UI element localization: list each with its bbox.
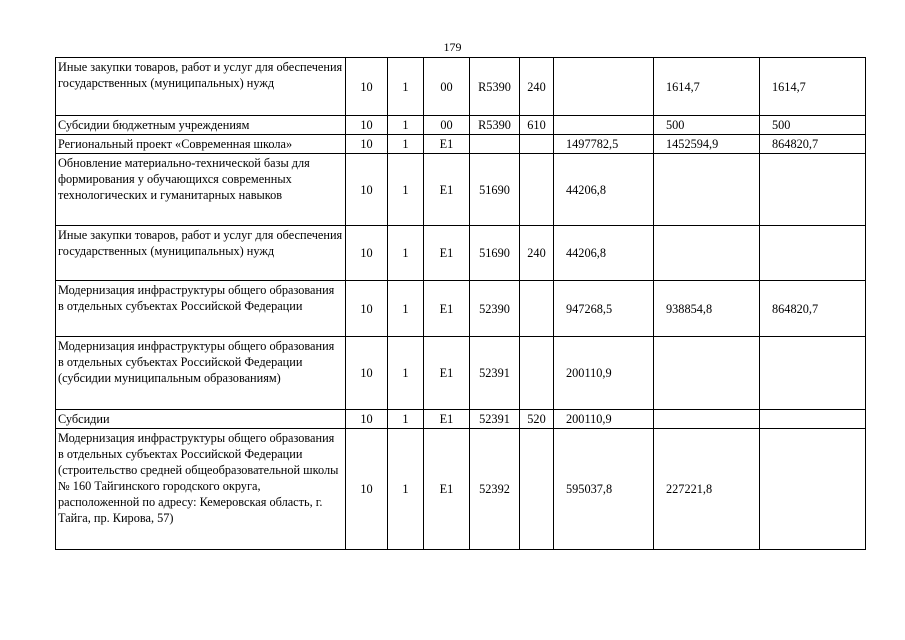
code-cell-c1: 10 (346, 281, 388, 337)
code-cell-c3: 00 (424, 116, 470, 135)
amount-cell-v2 (654, 337, 760, 410)
amount-cell-v3: 1614,7 (760, 58, 866, 116)
code-cell-c5: 240 (520, 226, 554, 281)
code-cell-c2: 1 (388, 337, 424, 410)
code-cell-c4: 52391 (470, 337, 520, 410)
amount-cell-v1: 44206,8 (554, 226, 654, 281)
code-cell-c5: 240 (520, 58, 554, 116)
amount-cell-v2 (654, 226, 760, 281)
code-cell-c5 (520, 135, 554, 154)
code-cell-c3: E1 (424, 429, 470, 550)
amount-cell-v1 (554, 116, 654, 135)
table-row (56, 429, 866, 550)
code-cell-c4: R5390 (470, 116, 520, 135)
table-row (56, 410, 866, 429)
code-cell-c1: 10 (346, 116, 388, 135)
code-cell-c4: 51690 (470, 226, 520, 281)
amount-cell-v1: 200110,9 (554, 410, 654, 429)
amount-cell-v1: 1497782,5 (554, 135, 654, 154)
amount-cell-v3 (760, 337, 866, 410)
amount-cell-v3 (760, 226, 866, 281)
code-cell-c3: E1 (424, 135, 470, 154)
code-cell-c2: 1 (388, 154, 424, 226)
budget-table (55, 57, 866, 550)
code-cell-c1: 10 (346, 135, 388, 154)
row-name: Модернизация инфраструктуры общего образования в отдельных субъектах Российской Федерации (строительство средней общеобразовательной школы № 160 Тайгинского городского округа, расположенной по адресу: Кемеровская область, г. Тайга, пр. Кирова, 57) (56, 429, 346, 550)
code-cell-c2: 1 (388, 281, 424, 337)
amount-cell-v3 (760, 154, 866, 226)
amount-cell-v3 (760, 429, 866, 550)
row-name: Обновление материально-технической базы для формирования у обучающихся современных технологических и гуманитарных навыков (56, 154, 346, 226)
code-cell-c3: 00 (424, 58, 470, 116)
amount-cell-v3: 500 (760, 116, 866, 135)
code-cell-c5 (520, 154, 554, 226)
code-cell-c1: 10 (346, 337, 388, 410)
code-cell-c4: 52392 (470, 429, 520, 550)
amount-cell-v3: 864820,7 (760, 135, 866, 154)
table-row (56, 337, 866, 410)
row-name: Региональный проект «Современная школа» (56, 135, 346, 154)
row-name: Субсидии (56, 410, 346, 429)
code-cell-c3: E1 (424, 154, 470, 226)
code-cell-c3: E1 (424, 337, 470, 410)
amount-cell-v1 (554, 58, 654, 116)
amount-cell-v1: 595037,8 (554, 429, 654, 550)
row-name: Модернизация инфраструктуры общего образования в отдельных субъектах Российской Федерации (56, 281, 346, 337)
code-cell-c2: 1 (388, 226, 424, 281)
amount-cell-v2: 500 (654, 116, 760, 135)
code-cell-c4 (470, 135, 520, 154)
code-cell-c2: 1 (388, 429, 424, 550)
code-cell-c5 (520, 281, 554, 337)
amount-cell-v2 (654, 410, 760, 429)
code-cell-c4: 52390 (470, 281, 520, 337)
code-cell-c3: E1 (424, 281, 470, 337)
amount-cell-v2: 938854,8 (654, 281, 760, 337)
code-cell-c3: E1 (424, 410, 470, 429)
code-cell-c5: 520 (520, 410, 554, 429)
code-cell-c1: 10 (346, 154, 388, 226)
amount-cell-v2 (654, 154, 760, 226)
table-row (56, 116, 866, 135)
amount-cell-v1: 947268,5 (554, 281, 654, 337)
amount-cell-v1: 44206,8 (554, 154, 654, 226)
code-cell-c2: 1 (388, 116, 424, 135)
code-cell-c4: 51690 (470, 154, 520, 226)
amount-cell-v3: 864820,7 (760, 281, 866, 337)
code-cell-c5 (520, 337, 554, 410)
row-name: Модернизация инфраструктуры общего образования в отдельных субъектах Российской Федерации (субсидии муниципальным образованиям) (56, 337, 346, 410)
code-cell-c1: 10 (346, 226, 388, 281)
table-row (56, 281, 866, 337)
table-row (56, 154, 866, 226)
amount-cell-v1: 200110,9 (554, 337, 654, 410)
row-name: Субсидии бюджетным учреждениям (56, 116, 346, 135)
code-cell-c2: 1 (388, 135, 424, 154)
table-row (56, 135, 866, 154)
code-cell-c1: 10 (346, 410, 388, 429)
amount-cell-v3 (760, 410, 866, 429)
code-cell-c2: 1 (388, 58, 424, 116)
code-cell-c5 (520, 429, 554, 550)
amount-cell-v2: 1452594,9 (654, 135, 760, 154)
code-cell-c4: 52391 (470, 410, 520, 429)
page-number: 179 (443, 40, 462, 54)
code-cell-c3: E1 (424, 226, 470, 281)
code-cell-c5: 610 (520, 116, 554, 135)
row-name: Иные закупки товаров, работ и услуг для обеспечения государственных (муниципальных) нужд (56, 58, 346, 116)
amount-cell-v2: 1614,7 (654, 58, 760, 116)
code-cell-c4: R5390 (470, 58, 520, 116)
row-name: Иные закупки товаров, работ и услуг для обеспечения государственных (муниципальных) нужд (56, 226, 346, 281)
code-cell-c2: 1 (388, 410, 424, 429)
code-cell-c1: 10 (346, 58, 388, 116)
table-row (56, 58, 866, 116)
table-row (56, 226, 866, 281)
code-cell-c1: 10 (346, 429, 388, 550)
amount-cell-v2: 227221,8 (654, 429, 760, 550)
